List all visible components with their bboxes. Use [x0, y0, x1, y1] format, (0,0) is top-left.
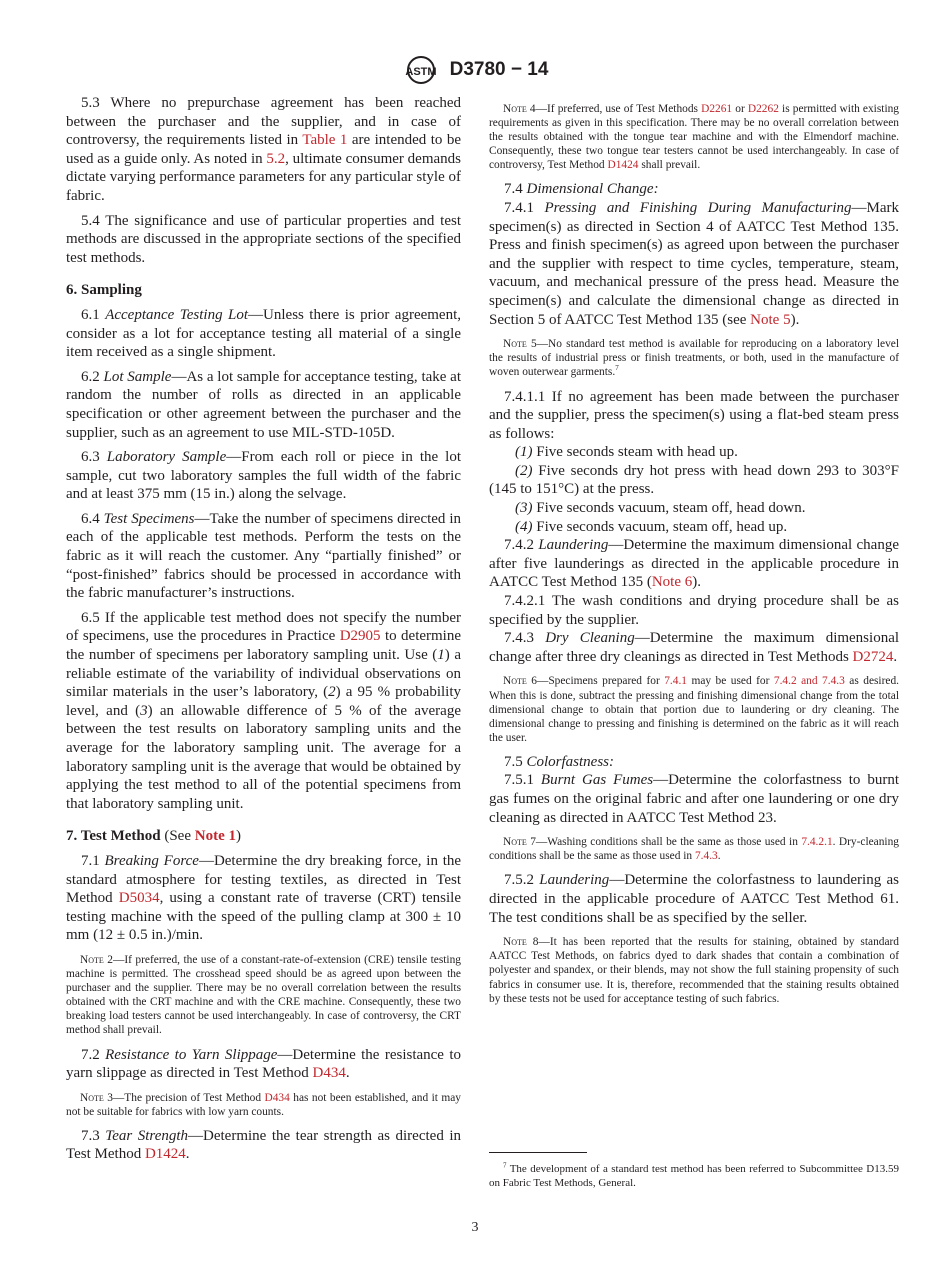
- text-run: —Mark specimen(s) as directed in Section 4 of AATCC Test Method 135. Press and finish specimen(s) as agreed upon between the purchaser and the supplier with respect to time cycles, temperature, steam, vacuum, and mechanical pressure of the press head. Measure the specimen(s) and calculate the dimensional change as directed in Section 5 of AATCC Test Method 135 (see: [489, 200, 900, 328]
- body-paragraph: [489, 180, 899, 199]
- body-paragraph: [489, 871, 899, 927]
- body-paragraph: [489, 443, 899, 462]
- body-paragraph: [66, 306, 461, 362]
- body-paragraph: [489, 771, 899, 827]
- body-paragraph: [66, 94, 461, 206]
- body-paragraph: [489, 499, 899, 518]
- body-paragraph: [66, 448, 461, 504]
- cross-reference-link[interactable]: 7.4.2 and 7.4.3: [773, 675, 845, 688]
- footnote-text: The development of a standard test method has been referred to Subcommittee D13.59 on Fabric Test Methods, General.: [489, 1163, 899, 1189]
- text-run: 3—The precision of Test Method: [103, 1091, 265, 1104]
- body-paragraph: [489, 518, 899, 537]
- italic-run: 1: [437, 647, 445, 664]
- body-paragraph: [66, 852, 461, 945]
- text-run: 7.2: [81, 1046, 106, 1063]
- italic-run: Tear Strength: [105, 1127, 189, 1144]
- left-column: [66, 94, 461, 1170]
- text-run: —Determine the tear strength as directed in Test Method: [66, 1127, 461, 1163]
- body-paragraph: [489, 629, 899, 666]
- italic-run: (2): [515, 462, 533, 479]
- body-paragraph: [489, 462, 899, 499]
- note-paragraph: [66, 953, 461, 1038]
- text-run: Five seconds vacuum, steam off, head down.: [532, 500, 806, 517]
- text-run: —Determine the colorfastness to burnt gas fumes on the original fabric and after one laundering or one dry cleaning as directed in AATCC Test Method 23.: [489, 772, 899, 826]
- text-run: ).: [692, 574, 702, 591]
- italic-run: Laundering: [539, 872, 610, 889]
- text-run: 6. Sampling: [66, 282, 142, 299]
- text-run: ).: [790, 311, 800, 328]
- italic-run: Acceptance Testing Lot: [105, 306, 249, 323]
- note-label: Note: [503, 338, 527, 351]
- body-paragraph: [489, 592, 899, 629]
- italic-run: Laboratory Sample: [106, 449, 227, 466]
- note-label: Note: [80, 953, 104, 966]
- cross-reference-link[interactable]: D2724: [852, 648, 894, 665]
- text-run: 7.4.2: [504, 537, 539, 554]
- cross-reference-link[interactable]: D2905: [339, 628, 381, 645]
- italic-run: 2: [328, 684, 336, 701]
- text-run: 4—If preferred, use of Test Methods: [526, 103, 702, 115]
- italic-run: Pressing and Finishing During Manufacturing: [544, 200, 852, 217]
- text-run: 6—Specimens prepared for: [526, 675, 665, 688]
- cross-reference-link[interactable]: Table 1: [302, 132, 348, 149]
- text-run: ) an allowable difference of 5 % of the average between the test results on laboratory sampling units and the average for the laboratory sampling unit. The average for a laboratory sampling unit is the average that would be obtained by applying the test method to all of the potential specimens from that laboratory sampling unit.: [66, 702, 461, 812]
- document-id: D3780 − 14: [449, 59, 549, 80]
- text-run: 7.5: [504, 753, 527, 770]
- text-run: —Take the number of specimens directed in each of the applicable test methods. Perform the tests on the fabric as it will reach the customer. Any “partially finished” or “post-finished” fabrics should be processed in accordance with the fabric manufacturer’s instructions.: [66, 510, 462, 602]
- text-run: 7.4.1: [504, 200, 545, 217]
- text-run: are intended to be used as a guide only. As noted in: [66, 132, 461, 167]
- italic-run: 3: [140, 702, 148, 719]
- cross-reference-link[interactable]: 7.4.3: [694, 850, 718, 863]
- text-run: shall prevail.: [638, 159, 701, 172]
- text-run: —Unless there is prior agreement, consider as a lot for acceptance testing all material of a single item received as a single shipment.: [66, 306, 462, 361]
- italic-run: Dimensional Change:: [526, 181, 659, 198]
- text-run: may be used for: [687, 675, 774, 688]
- text-run: 7.4.1.1 If no agreement has been made between the purchaser and the supplier, press the specimen(s) using a flat-bed steam press as follows:: [489, 388, 899, 442]
- text-run: , using a constant rate of traverse (CRT) tensile testing machine with the speed of the pulling clamp at 300 ± 10 mm (12 ± 0.5 in.)/min.: [66, 890, 461, 944]
- text-run: , ultimate consumer demands dictate varying performance parameters for any particular style of fabric.: [66, 150, 461, 204]
- cross-reference-link[interactable]: 7.4.1: [664, 675, 687, 688]
- text-run: ) a reliable estimate of the variability of individual observations on similar materials in the user’s laboratory, (: [66, 647, 462, 701]
- note-paragraph: [489, 935, 899, 1005]
- cross-reference-link[interactable]: D1424: [607, 159, 639, 172]
- text-run: .: [717, 850, 721, 863]
- italic-run: (4): [515, 518, 533, 535]
- italic-run: Lot Sample: [103, 368, 172, 385]
- text-run: as desired. When this is done, subtract the pressing and finishing dimensional change from the total dimensional change to obtain that portion due to laundering or dry cleaning. The dimensional change to pressing and finishing is determined on the fabric as it will reach the user.: [489, 675, 899, 744]
- text-run: 6.4: [81, 510, 104, 527]
- astm-logo-icon: [402, 55, 440, 85]
- text-run: 7.3: [81, 1127, 106, 1144]
- italic-run: Resistance to Yarn Slippage: [105, 1046, 278, 1063]
- body-paragraph: [66, 510, 461, 603]
- note-label: Note: [503, 936, 527, 949]
- text-run: 7.4: [504, 181, 527, 198]
- body-paragraph: [66, 212, 461, 268]
- text-run: —Determine the resistance to yarn slippage as directed in Test Method: [66, 1046, 462, 1082]
- text-run: —As a lot sample for acceptance testing, take at random the number of rolls as directed in an applicable specification or other agreement between the purchaser and the supplier, such as an agreement to use MIL-STD-105D.: [66, 368, 462, 441]
- italic-run: Breaking Force: [104, 852, 199, 869]
- note-label: Note: [503, 675, 527, 688]
- text-run: —Determine the colorfastness to laundering as directed in the applicable procedure of AATCC Test Method 61. The test conditions shall be as specified by the seller.: [489, 872, 900, 926]
- text-run: 2—If preferred, the use of a constant-rate-of-extension (CRE) tensile testing machine is permitted. The crosshead speed should be as agreed upon between the purchaser and the supplier. There may be no overall correlation between the results obtained with the CRT machine and with the CRE machine. Consequently, these two breaking load testers cannot be used interchangeably. In case of controversy, the CRT method shall prevail.: [66, 953, 461, 1037]
- text-run: 7—Washing conditions shall be the same as those used in: [526, 836, 802, 849]
- text-run: 6.5 If the applicable test method does not specify the number of specimens, use the procedures in Practice: [66, 609, 461, 645]
- text-run: 7. Test Method: [66, 828, 161, 845]
- text-run: Five seconds steam with head up.: [532, 444, 738, 461]
- cross-reference-link[interactable]: D1424: [144, 1146, 186, 1163]
- text-run: 5.4 The significance and use of particular properties and test methods are discussed in the appropriate sections of the specified test methods.: [66, 212, 461, 266]
- text-run: 7.4.2.1 The wash conditions and drying procedure shall be as specified by the supplier.: [489, 593, 899, 628]
- cross-reference-link[interactable]: D2261: [701, 103, 733, 115]
- footnote-mark: 7: [503, 1161, 507, 1170]
- text-run: —Determine the maximum dimensional change after three dry cleanings as directed in Test Methods: [489, 630, 900, 665]
- section-heading: [66, 827, 461, 846]
- body-paragraph: [66, 368, 461, 442]
- footnote-ref[interactable]: 7: [615, 364, 619, 373]
- body-paragraph: [66, 609, 461, 814]
- italic-run: Dry Cleaning: [545, 630, 635, 647]
- italic-run: (3): [515, 500, 533, 517]
- text-run: is permitted with existing requirements as given in this specification. There may be no overall correlation between the results obtained with the tongue tear machine and with the Elmendorf machine. Consequently, these two tongue tear testers cannot be used interchangeably. In case of controversy, Test Method: [489, 103, 899, 172]
- cross-reference-link[interactable]: 7.4.2.1: [801, 836, 833, 849]
- cross-reference-link[interactable]: 5.2: [266, 150, 286, 167]
- page-number: 3: [471, 1220, 479, 1235]
- text-run: 7.1: [81, 852, 105, 869]
- text-run: ): [236, 828, 241, 845]
- body-paragraph: [489, 199, 899, 329]
- note-paragraph: [489, 337, 899, 379]
- footnote: [489, 1162, 899, 1190]
- text-run: 5—No standard test method is available for reproducing on a laboratory level the results of industrial press or finish treatments, or both, used in the manufacture of woven outerwear garments.: [489, 338, 899, 379]
- cross-reference-link[interactable]: Note 1: [194, 828, 236, 845]
- text-run: or: [732, 103, 748, 115]
- italic-run: Laundering: [538, 537, 609, 554]
- text-run: 5.3 Where no prepurchase agreement has been reached between the purchaser and the supplier, and in case of controversy, the requirements listed in: [66, 95, 461, 149]
- note-label: Note: [503, 836, 527, 849]
- text-run: Five seconds dry hot press with head down 293 to 303°F (145 to 151°C) at the press.: [489, 462, 899, 498]
- text-run: to determine the number of specimens per laboratory sampling unit. Use (: [66, 628, 462, 664]
- body-paragraph: [489, 536, 899, 592]
- cross-reference-link[interactable]: Note 6: [651, 574, 693, 591]
- text-run: ) a 95 % probability level, and (: [66, 684, 461, 719]
- cross-reference-link[interactable]: Note 5: [750, 311, 791, 328]
- cross-reference-link[interactable]: D434: [264, 1091, 290, 1104]
- text-run: . Dry-cleaning conditions shall be the same as those used in: [489, 836, 899, 863]
- body-paragraph: [489, 388, 899, 444]
- text-run: 7.5.1: [504, 772, 541, 789]
- text-run: Five seconds vacuum, steam off, head up.: [532, 518, 788, 535]
- text-run: 6.2: [81, 368, 104, 385]
- text-run: —Determine the maximum dimensional change after five launderings as directed in the applicable procedure in AATCC Test Method 135 (: [489, 537, 899, 591]
- italic-run: Colorfastness:: [526, 753, 615, 770]
- text-run: 7.4.3: [504, 630, 546, 647]
- body-paragraph: [489, 753, 899, 772]
- note-paragraph: [489, 102, 899, 172]
- section-heading: [66, 281, 461, 300]
- text-run: (See: [160, 828, 195, 845]
- text-run: .: [345, 1065, 350, 1082]
- text-run: has not been established, and it may not be suitable for fabrics with low yarn counts.: [66, 1091, 461, 1118]
- text-run: 6.1: [81, 306, 106, 323]
- body-paragraph: [66, 1127, 461, 1164]
- text-run: .: [185, 1146, 190, 1163]
- cross-reference-link[interactable]: D434: [312, 1065, 346, 1082]
- footnote-divider: [489, 1152, 587, 1153]
- cross-reference-link[interactable]: D5034: [118, 890, 160, 907]
- italic-run: (1): [515, 444, 533, 461]
- note-label: Note: [80, 1091, 104, 1104]
- text-run: —From each roll or piece in the lot sample, cut two laboratory samples the full width of the fabric and at least 375 mm (15 in.) along the selvage.: [66, 449, 461, 503]
- body-paragraph: [66, 1046, 461, 1083]
- note-paragraph: [66, 1091, 461, 1119]
- note-paragraph: [489, 674, 899, 744]
- note-label: Note: [503, 103, 527, 115]
- text-run: 6.3: [81, 449, 107, 466]
- right-column: [489, 94, 899, 1014]
- text-run: .: [893, 648, 898, 665]
- text-run: 7.5.2: [504, 872, 540, 889]
- note-paragraph: [489, 835, 899, 863]
- svg-text:ASTM: ASTM: [405, 66, 437, 78]
- text-run: —Determine the dry breaking force, in the standard atmosphere for testing textiles, as directed in Test Method: [66, 852, 462, 907]
- cross-reference-link[interactable]: D2262: [747, 103, 779, 115]
- text-run: 8—It has been reported that the results for staining, obtained by standard AATCC Test Methods, on fabrics dyed to dark shades that contain a combination of polyester and spandex, or their blends, may not show the full staining propensity of such fabrics in consumer use. It is, therefore, recommended that the staining results obtained by these tests not be used for acceptance testing of such fabrics.: [489, 936, 899, 1005]
- italic-run: Test Specimens: [103, 510, 195, 527]
- page-header: [0, 55, 950, 85]
- italic-run: Burnt Gas Fumes: [540, 772, 654, 789]
